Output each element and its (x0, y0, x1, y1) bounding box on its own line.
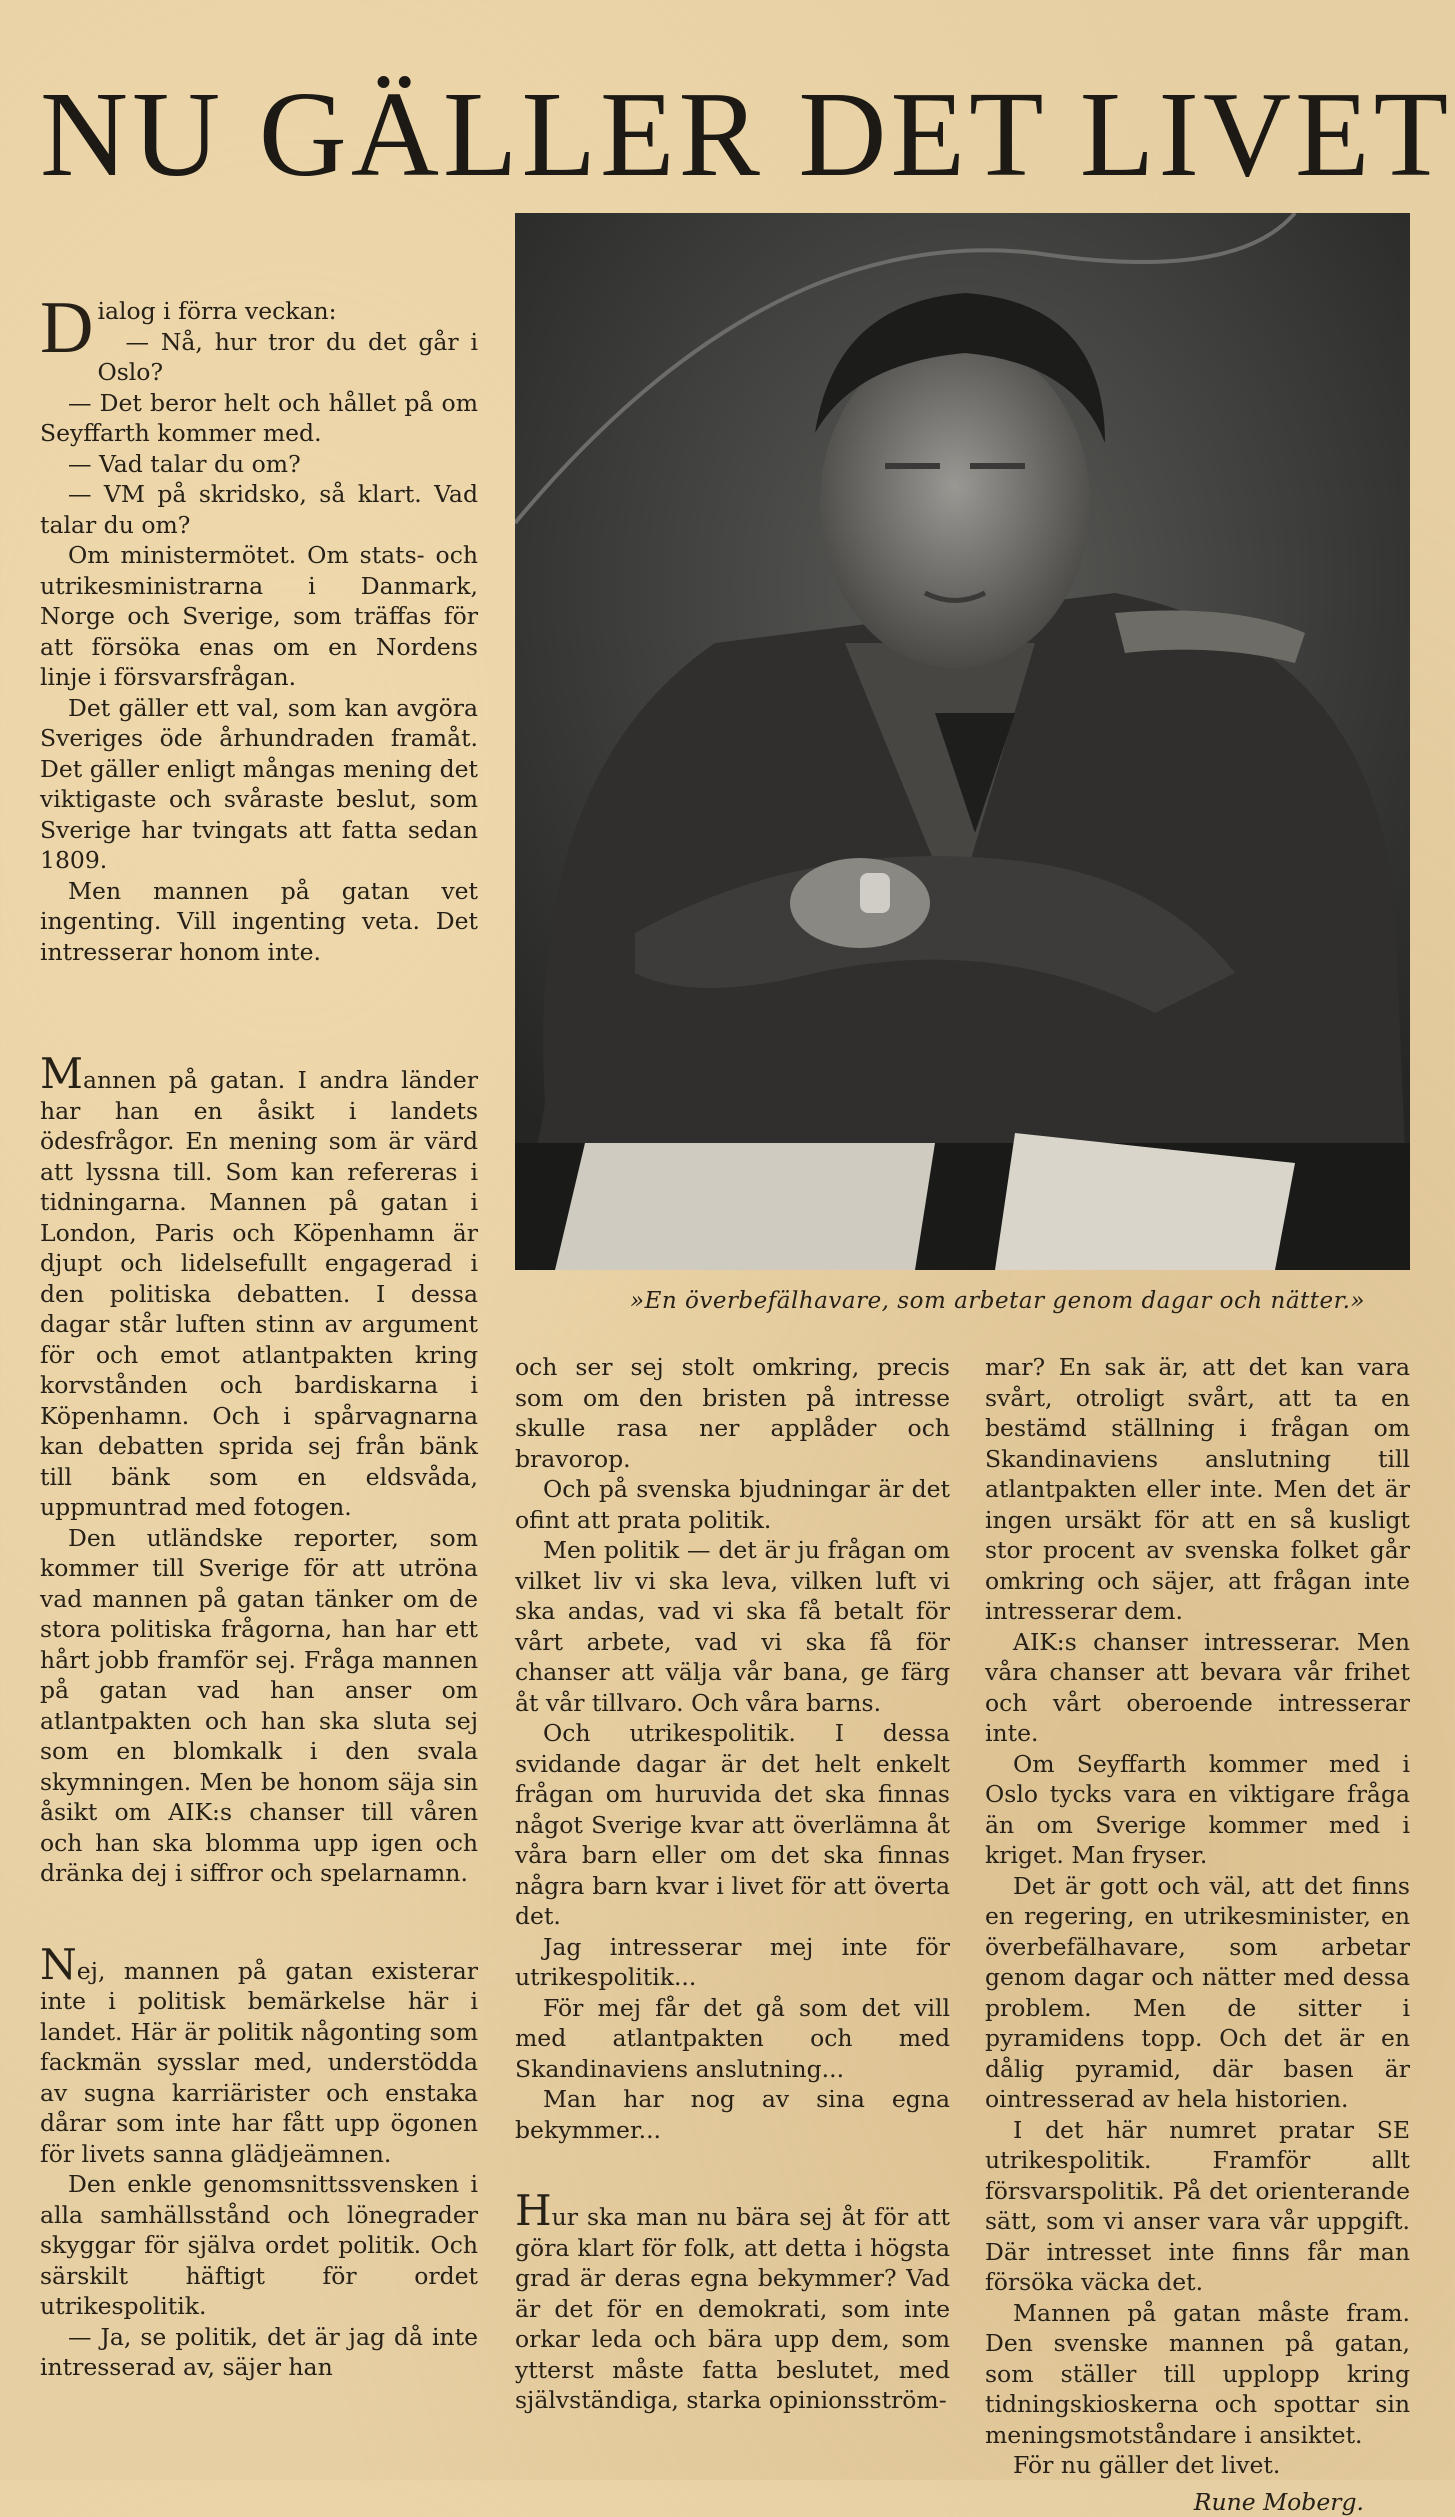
intro-text: ialog i förra veckan: (97, 297, 336, 325)
section-text: ur ska man nu bära sej åt för att göra klart för folk, att detta i högsta grad är deras egna bekymmer? Vad är det för en demokrati, som inte orkar leda och bära upp dem, som ytterst måste fatta beslutet, med självständiga, starka opinionsström- (515, 2203, 950, 2414)
section-paragraph (40, 1060, 478, 1523)
section-text: ej, mannen på gatan existerar inte i politisk bemärkelse här i landet. Här är politik någonting som fackmän sysslar med, understödda av sugna karriärister och enstaka dårar som inte har fått upp ögonen för livets sanna glädjeämnen. (40, 1957, 478, 2168)
body-paragraph: Det är gott och väl, att det finns en regering, en utrikesminister, en överbefälhavare, som arbetar genom dagar och nätter med dessa problem. Men de sitter i pyramidens topp. Och det är en dålig pyramid, där basen är ointresserad av hela historien. (985, 1871, 1410, 2115)
dialog-line: — Det beror helt och hållet på om Seyffarth kommer med. (40, 388, 478, 449)
body-paragraph: Men mannen på gatan vet ingenting. Vill ingenting veta. Det intresserar honom inte. (40, 876, 478, 968)
dialog-line: — VM på skridsko, så klart. Vad talar du om? (40, 479, 478, 540)
body-paragraph: Om Seyffarth kommer med i Oslo tycks vara en viktigare fråga än om Sverige kommer med i kriget. Man fryser. (985, 1749, 1410, 1871)
body-paragraph: För mej får det gå som det vill med atlantpakten och med Skandinaviens anslutning... (515, 1993, 950, 2085)
body-paragraph: Och utrikespolitik. I dessa svidande dagar är det helt enkelt frågan om huruvida det ska finnas något Sverige kvar att överlämna åt våra barn eller om det ska finnas några barn kvar i livet för att överta det. (515, 1718, 950, 1932)
body-paragraph: och ser sej stolt omkring, precis som om den bristen på intresse skulle rasa ner applåder och bravorop. (515, 1352, 950, 1474)
portrait-photo (515, 213, 1410, 1270)
dialog-line: — Vad talar du om? (40, 449, 478, 480)
portrait-illustration (515, 213, 1410, 1270)
column-intro (40, 296, 478, 967)
body-paragraph: Den utländske reporter, som kommer till Sverige för att utröna vad mannen på gatan tänker om de stora politiska frågorna, han har ett hårt jobb framför sej. Fråga mannen på gatan vad han anser om atlantpakten och han ska sluta sej som en blomkalk i den svala skymningen. Men be honom säja sin åsikt om AIK:s chanser till våren och han ska blomma upp igen och dränka dej i siffror och spelarnamn. (40, 1523, 478, 1889)
section-paragraph (515, 2197, 950, 2416)
body-paragraph: I det här numret pratar SE utrikespolitik. Framför allt försvarspolitik. På det orienterande sätt, som vi anser vara vår uppgift. Där intresset inte finns får man försöka väcka det. (985, 2115, 1410, 2298)
author-signature: Rune Moberg. (985, 2487, 1410, 2517)
closing-line: För nu gäller det livet. (985, 2450, 1410, 2481)
section-initial: H (515, 2186, 552, 2235)
body-paragraph: Mannen på gatan måste fram. Den svenske mannen på gatan, som ställer till upplopp kring tidningskioskerna och spottar sin meningsmotståndare i ansiktet. (985, 2298, 1410, 2451)
intro-paragraph (40, 296, 478, 327)
body-paragraph: Men politik — det är ju frågan om vilket liv vi ska leva, vilken luft vi ska andas, vad vi ska få betalt för vårt arbete, vad vi ska få för chanser att välja vår bana, ge färg åt vår tillvaro. Och våra barns. (515, 1535, 950, 1718)
body-paragraph: AIK:s chanser intresserar. Men våra chanser att bevara vår frihet och vårt oberoende intresserar inte. (985, 1627, 1410, 1749)
column-middle (515, 1352, 950, 2416)
drop-cap: D (40, 298, 97, 358)
column-left (40, 1060, 478, 2383)
dialog-line: — Nå, hur tror du det går i Oslo? (40, 327, 478, 388)
section-text: annen på gatan. I andra länder har han en åsikt i landets ödesfrågor. En mening som är värd att lyssna till. Som kan refereras i tidningarna. Mannen på gatan i London, Paris och Köpenhamn är djupt och lidelsefullt engagerad i den politiska debatten. I dessa dagar står luften stinn av argument för och emot atlantpakten kring korvstånden och bardiskarna i Köpenhamn. Och i spårvagnarna kan debatten sprida sej från bänk till bänk som en eldsvåda, uppmuntrad med fotogen. (40, 1066, 478, 1521)
body-paragraph: Man har nog av sina egna bekymmer... (515, 2084, 950, 2145)
body-paragraph: Om ministermötet. Om stats- och utrikesministrarna i Danmark, Norge och Sverige, som träffas för att försöka enas om en Nordens linje i försvarsfrågan. (40, 540, 478, 693)
headline: NU GÄLLER DET LIVET (40, 60, 1430, 210)
body-paragraph: Det gäller ett val, som kan avgöra Sveriges öde århundraden framåt. Det gäller enligt mångas mening det viktigaste och svåraste beslut, som Sverige har tvingats att fatta sedan 1809. (40, 693, 478, 876)
photo-caption: »En överbefälhavare, som arbetar genom dagar och nätter.» (515, 1288, 1365, 1314)
body-paragraph: mar? En sak är, att det kan vara svårt, otroligt svårt, att ta en bestämd ställning i frågan om Skandinaviens anslutning till atlantpakten eller inte. Men det är ingen ursäkt för att en så kusligt stor procent av svenska folket går omkring och säjer, att frågan inte intresserar dem. (985, 1352, 1410, 1627)
column-right (985, 1352, 1410, 2517)
section-initial: M (40, 1049, 83, 1098)
body-paragraph: Jag intresserar mej inte för utrikespolitik... (515, 1932, 950, 1993)
section-initial: N (40, 1940, 77, 1989)
section-paragraph (40, 1951, 478, 2170)
body-paragraph: Och på svenska bjudningar är det ofint att prata politik. (515, 1474, 950, 1535)
body-paragraph: Den enkle genomsnittssvensken i alla samhällsstånd och lönegrader skyggar för själva ordet politik. Och särskilt häftigt för ordet utrikespolitik. (40, 2169, 478, 2322)
body-paragraph: — Ja, se politik, det är jag då inte intresserad av, säjer han (40, 2322, 478, 2383)
